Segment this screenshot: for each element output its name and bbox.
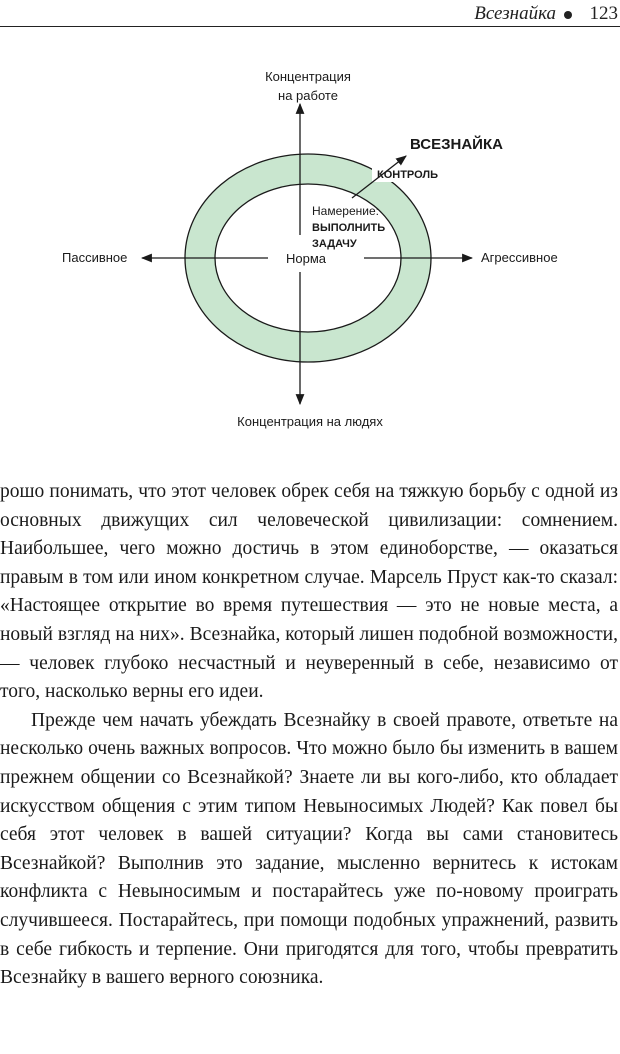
label-left: Пассивное xyxy=(62,250,128,265)
paragraph-1: рошо понимать, что этот человек обрек себя на тяжкую борьбу с одной из основных движущих сил человеческой цивилизации: сомнением. Наибольшее, чего можно достичь в этом единоборстве, — оказаться правым в том или ином конкретном случае. Марсель Пруст как-то сказал: «Настоящее открытие во время путешествия — это не новые места, а новый взгляд на них». Всезнайка, который лишен подобной возможности, — человек глубоко несчастный и неуверенный в себе, независимо от того, насколько верны его идеи. xyxy=(0,481,618,703)
paragraph-2: Прежде чем начать убеждать Всезнайку в своей правоте, ответьте на несколько очень важных вопросов. Что можно было бы изменить в вашем прежнем общении со Всезнайкой? Знаете ли вы кого-либо, кто обладает искусством общения с этим типом Невыносимых Людей? Как повел бы себя этот человек в вашей ситуации? Когда вы сами становитесь Всезнайкой? Выполнив это задание, мысленно вернитесь к истокам конфликта с Невыносимым и постарайтесь уже по-новому проиграть случившееся. Постарайтесь, при помощи подобных упражнений, развить в себе гибкость и терпение. Они пригодятся для того, чтобы превратить Всезнайку в вашего верного союзника. xyxy=(0,709,618,989)
label-control: КОНТРОЛЬ xyxy=(377,169,439,181)
label-intent-value-1: ВЫПОЛНИТЬ xyxy=(312,222,386,234)
page-number: 123 xyxy=(589,3,618,24)
running-head xyxy=(0,0,620,30)
label-intent-value-2: ЗАДАЧУ xyxy=(312,238,357,250)
label-intent: Намерение: xyxy=(312,204,379,218)
label-bottom: Концентрация на людях xyxy=(237,414,383,429)
bullet-separator-icon xyxy=(564,11,572,19)
header-rule xyxy=(0,26,620,27)
label-right: Агрессивное xyxy=(481,250,558,265)
body-text xyxy=(0,478,618,993)
behavior-diagram xyxy=(0,60,620,440)
label-type-title: ВСЕЗНАЙКА xyxy=(410,136,503,153)
diagram-canvas xyxy=(0,60,620,440)
label-top-line2: на работе xyxy=(278,88,338,103)
running-head-title: Всезнайка xyxy=(474,3,556,24)
label-top-line1: Концентрация xyxy=(265,69,351,84)
label-center: Норма xyxy=(285,251,327,266)
